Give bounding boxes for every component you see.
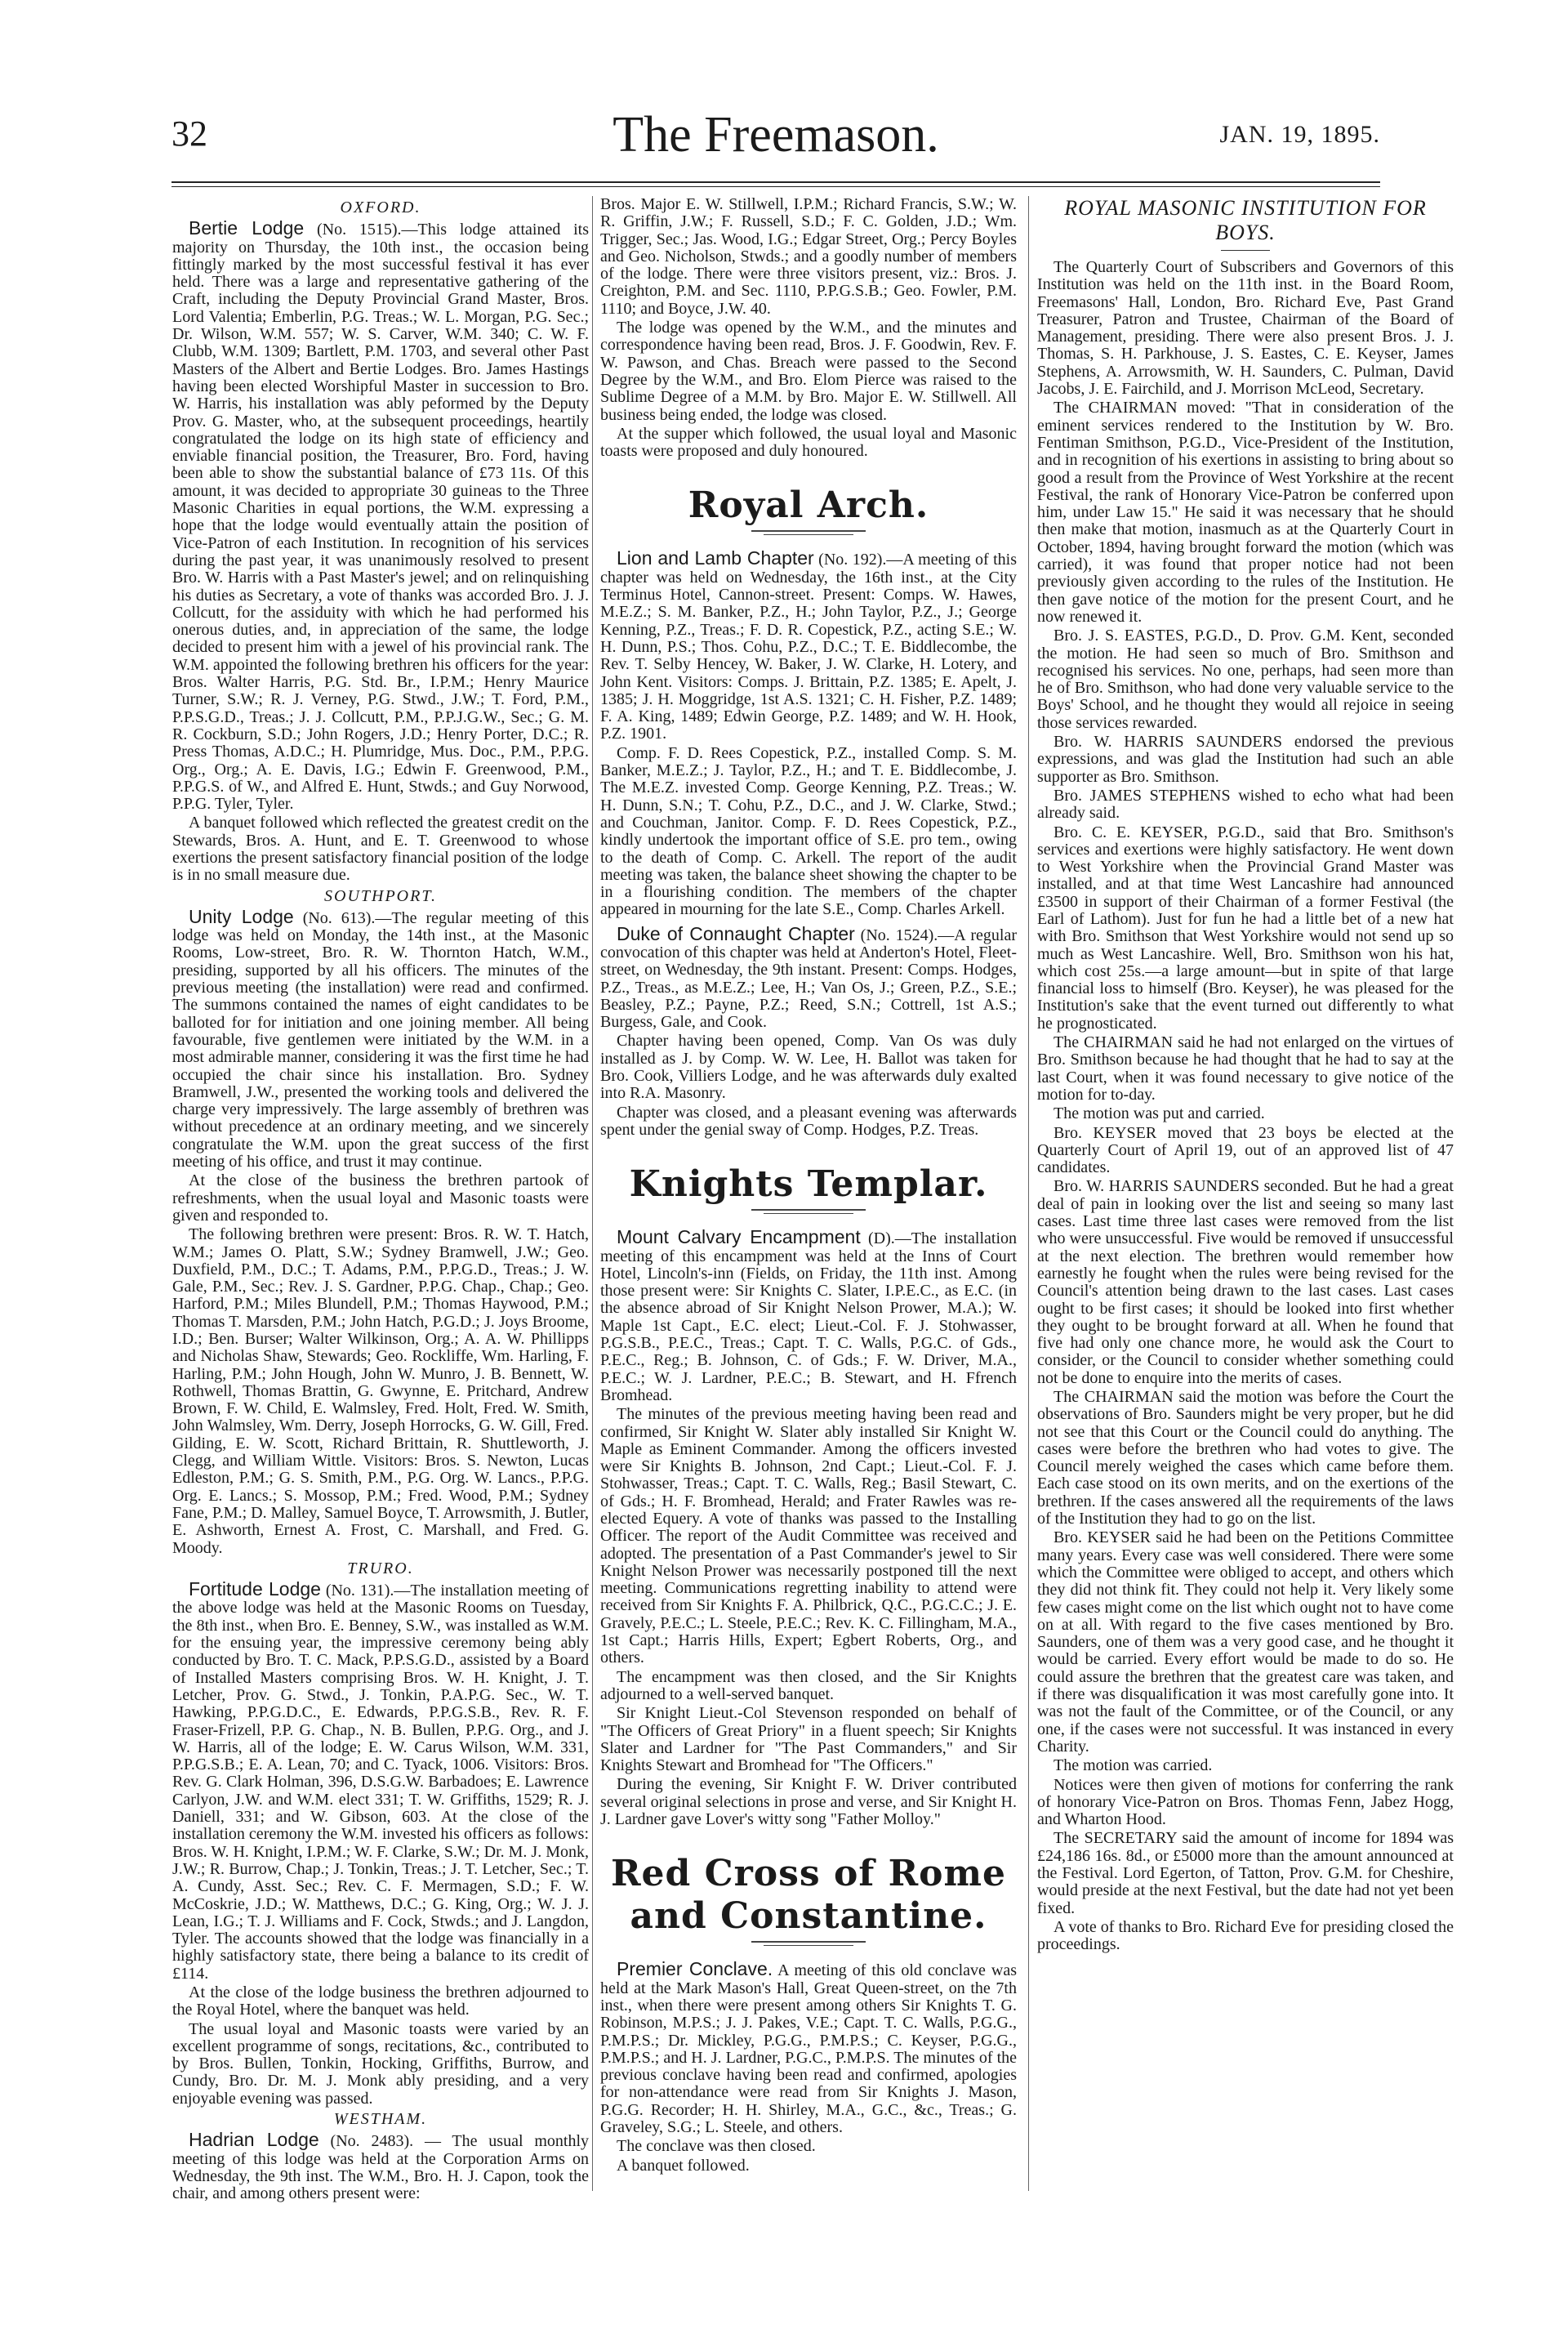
- article-bertie: [172, 217, 590, 814]
- section-title: Royal Arch.: [688, 484, 929, 527]
- column-3: [1037, 196, 1454, 1956]
- section-knights-templar: [600, 1163, 1017, 1214]
- section-royal-arch: [600, 484, 1017, 535]
- paragraph: The CHAIRMAN moved: "That in consideration of the eminent services rendered to the Institution by W. Bro. Fentiman Smithson, P.G.D., Vice-President of the Institution, and in recognition of his exertions in assisting to bring about so good a result from the Province of West Yorkshire at the recent Festival, the rank of Honorary Vice-Patron be conferred upon him, under Law 15." He said it was necessary that he should then make that motion, inasmuch as at the Quarterly Court in October, 1894, having brought forward the motion (which was carried), it was found that proper notice had not been previously given according to the rules of the Institution. He then gave notice of the motion for the present Court, and he now renewed it.: [1037, 399, 1454, 626]
- paragraph: Bro. J. S. EASTES, P.G.D., D. Prov. G.M. Kent, seconded the motion. He had seen so much of Bro. Smithson and recognised his services. No one, perhaps, had seen more than he of Bro. Smithson, who had done very valuable service to the Boys' School, and he thought they would all rejoice in seeing those services rewarded.: [1037, 627, 1454, 732]
- column-2: [600, 196, 1017, 2176]
- article-lion-lamb: [600, 547, 1018, 743]
- paragraph: The lodge was opened by the W.M., and the minutes and correspondence having been read, Bros. J. F. Goodwin, Rev. F. W. Pawson, and Chas. Breach were passed to the Second Degree by the W.M., and Bro. Elom Pierce was raised to the Sublime Degree of a M.M. by Bro. Major E. W. Stillwell. All business being ended, the lodge was closed.: [600, 319, 1017, 424]
- section-rmib: ROYAL MASONIC INSTITUTION FOR BOYS.: [1064, 196, 1427, 244]
- paragraph: At the supper which followed, the usual loyal and Masonic toasts were proposed and duly honoured.: [600, 424, 1017, 461]
- paragraph: Notices were then given of motions for conferring the rank of honorary Vice-Patron on Bros. Thomas Fenn, Jabez Hogg, and Wharton Hood.: [1037, 1775, 1454, 1829]
- column-divider: [1028, 196, 1029, 2191]
- article-mount-calvary: [600, 1226, 1018, 1404]
- article-text: (D).—The installation meeting of this encampment was held at the Inns of Court Hotel, Lincoln's-inn (Fields, on Friday, the 11th inst. Among those present were: Sir Knights C. Slater, I.P.E.C., as E.C. (in the absence abroad of Sir Knight Nelson Prower, M.A.); W. Maple 1st Capt., E.C. elect; Lieut.-Col. F. J. Stohwasser, P.G.S.B., P.E.C., Treas.; Capt. T. C. Walls, P.G.C. of Gds., P.E.C., Reg.; B. Johnson, C. of Gds.; F. W. Driver, M.A., P.E.C.; W. J. Lardner, P.E.C.; B. Stewart, and H. Ffrench Bromhead.: [600, 1229, 1018, 1404]
- paragraph: Bro. C. E. KEYSER, P.G.D., said that Bro. Smithson's services and exertions were highly satisfactory. He went down to West Yorkshire when the Provincial Grand Master was installed, and at that time West Lancashire had announced £3500 in support of their Chairman of a former Festival (the Earl of Lathom). Just for fun he had a little bet of a new hat with Bro. Smithson that West Yorkshire would not send up so much as West Lancashire. Well, Bro. Smithson won his hat, which cost 25s.—a large amount—but in spite of that large financial loss to himself (Bro. Keyser), he was pleased for the Institution's sake that the event turned out differently to what he prognosticated.: [1037, 823, 1454, 1033]
- paragraph: Chapter having been opened, Comp. Van Os was duly installed as J. by Comp. W. W. Lee, H. Ballot was taken for Bro. Cook, Villiers Lodge, and he was afterwards duly exalted into R.A. Masonry.: [600, 1032, 1017, 1103]
- paragraph: During the evening, Sir Knight F. W. Driver contributed several original selections in prose and verse, and Sir Knight H. J. Lardner gave Lover's witty song "Father Molloy.": [600, 1775, 1017, 1829]
- paragraph: The usual loyal and Masonic toasts were varied by an excellent programme of songs, recitations, &c., contributed to by Bros. Bullen, Tonkin, Hocking, Griffiths, Burrow, and Cundy, Bro. Dr. M. J. Monk ably presiding, and a very enjoyable evening was passed.: [172, 2019, 589, 2108]
- paragraph: Sir Knight Lieut.-Col Stevenson responded on behalf of "The Officers of Great Priory" in a fluent speech; Sir Knights Slater and Lardner for "The Past Commanders," and Sir Knights Stewart and Bromhead for "The Officers.": [600, 1704, 1017, 1775]
- section-southport: SOUTHPORT.: [324, 886, 437, 905]
- paragraph: Bro. KEYSER moved that 23 boys be elected at the Quarterly Court of April 19, out of an approved list of 47 candidates.: [1037, 1123, 1454, 1177]
- paragraph: A banquet followed.: [617, 2156, 750, 2175]
- short-rule: [1221, 250, 1270, 251]
- issue-date: JAN. 19, 1895.: [1219, 121, 1380, 148]
- lodge-name: Bertie Lodge: [189, 217, 305, 239]
- paragraph: The motion was put and carried.: [1054, 1104, 1265, 1123]
- paragraph: Comp. F. D. Rees Copestick, P.Z., installed Comp. S. M. Banker, M.E.Z.; J. Taylor, P.Z., H.; and T. E. Biddlecombe, J. The M.E.Z. invested Comp. George Kenning, P.Z. Treas.; W. H. Dunn, S.N.; T. Cohu, P.Z., D.C., and J. W. Clarke, Stwd.; and Couchman, Janitor. Comp. F. D. Rees Copestick, P.Z., kindly undertook the important office of S.E. pro tem., owing to the death of Comp. C. Arkell. The report of the audit meeting was taken, the balance sheet showing the chapter to be in a flourishing condition. The members of the chapter appeared in mourning for the late S.E., Comp. Charles Arkell.: [600, 743, 1017, 919]
- article-text: (No. 131).—The installation meeting of the above lodge was held at the Masonic Rooms on Tuesday, the 8th inst., when Bro. E. Benney, S.W., was installed as W.M. for the ensuing year, the impressive ceremony being ably conducted by Bro. T. C. Mack, P.P.S.G.D., assisted by a Board of Installed Masters comprising Bros. W. H. Knight, J. T. Letcher, Prov. G. Stwd., J. Tonkin, P.A.P.G. Sec., W. T. Hawking, P.P.G.D.C., E. Edwards, P.P.G.S.B., Rev. R. F. Fraser-Frizell, P.P. G. Chap., N. B. Bullen, P.P.G. Org., and J. W. Harris, all of the lodge; E. W. Carus Wilson, W.M. 331, P.P.G.S.B.; E. A. Lean, 70; and C. Tyack, 1006. Visitors: Bros. Rev. G. Clark Holman, 396, D.S.G.W. Barbadoes; E. Lawrence Carlyon, J.W. and W.M. elect 331; T. W. Griffiths, 1529; R. J. Daniell, 331; and W. Gibson, 603. At the close of the installation ceremony the W.M. invested his officers as follows: Bros. W. H. Knight, I.P.M.; W. F. Clarke, S.W.; Dr. M. J. Monk, J.W.; R. Burrow, Chap.; J. Tonkin, Treas.; J. T. Letcher, Sec.; T. A. Cundy, Asst. Sec.; Rev. C. F. Mermagen, S.D.; F. W. McCoskrie, J.D.; W. Matthews, D.C.; G. King, Org.; W. J. J. Lean, I.G.; T. J. Williams and F. Cock, Stwds.; and J. Langdon, Tyler. The accounts showed that the lodge was financially in a highly satisfactory state, there being a balance to its credit of £114.: [172, 1582, 589, 1983]
- lodge-name: Fortitude Lodge: [189, 1578, 321, 1600]
- column-1: [172, 196, 589, 2205]
- masthead: [172, 106, 1380, 180]
- article-text: (No. 1515).—This lodge attained its majority on Thursday, the 10th inst., the occasion being fittingly marked by the most successful festival it has ever held. There was a large and representative gathering of the Craft, including the Deputy Provincial Grand Master, Bros. Lord Valentia; Emberlin, P.G. Treas.; W. L. Morgan, P.G. Sec.; Dr. Wilson, W.M. 557; W. S. Carver, W.M. 340; C. W. F. Clubb, W.M. 1309; Bartlett, P.M. 1703, and several other Past Masters of the Albert and Bertie Lodges. Bro. James Hastings having been elected Worshipful Master in succession to Bro. W. Harris, his installation was ably peformed by the Deputy Prov. G. Master, who, at the subsequent proceedings, heartily congratulated the lodge on its high state of efficiency and enviable financial position, the Treasurer, Bro. Ford, having been able to show the substantial balance of £73 11s. Of this amount, it was decided to appropriate 30 guineas to the Three Masonic Charities in equal portions, the W.M. expressing a hope that the lodge would eventually attain the position of Vice-Patron of each Institution. In recognition of his services during the past year, it was unanimously resolved to present Bro. W. Harris with a Past Master's jewel; and on relinquishing his duties as Secretary, a vote of thanks was accorded Bro. J. J. Collcutt, for the assiduity with which he had performed his onerous duties, and, in appreciation of the same, the lodge decided to present him with a jewel of his provincial rank. The W.M. appointed the following brethren his officers for the year: Bros. Walter Harris, P.G. Std. Br., I.P.M.; Henry Maurice Turner, S.W.; R. J. Verney, P.G. Stwd., J.W.; T. Ford, P.M., P.P.S.G.D., Treas.; J. J. Collcutt, P.M., P.P.J.G.W., Sec.; G. M. R. Cockburn, S.D.; John Rogers, J.D.; Henry Porter, D.C.; R. Press Thomas, A.D.C.; H. Plumridge, Mus. Doc., P.M., P.P.G. Org., Org.; A. E. Davis, I.G.; Edwin F. Greenwood, P.M., P.P.G.S. of W., and Alfred E. Hunt, Stwds.; and Guy Norwood, P.P.G. Tyler, Tyler.: [172, 221, 590, 814]
- section-red-cross: [600, 1853, 1017, 1946]
- paragraph: Bros. Major E. W. Stillwell, I.P.M.; Richard Francis, S.W.; W. R. Griffin, J.W.; F. Russell, S.D.; F. C. Golden, J.D.; Wm. Trigger, Sec.; Jas. Wood, I.G.; Edgar Street, Org.; Percy Boyles and Geo. Nicholson, Stwds.; and a goodly number of members of the lodge. There were three visitors present, viz.: Bros. J. Creighton, P.M. and Sec. 1110, P.P.G.S.B.; Geo. Fowler, P.M. 1110; and Boyce, J.W. 40.: [600, 195, 1017, 318]
- paragraph: The conclave was then closed.: [617, 2137, 816, 2156]
- paragraph: Bro. W. HARRIS SAUNDERS endorsed the previous expressions, and was glad the Institution had such an able supporter as Bro. Smithson.: [1037, 733, 1454, 786]
- encampment-name: Mount Calvary Encampment: [617, 1226, 861, 1248]
- paragraph: A vote of thanks to Bro. Richard Eve for presiding closed the proceedings.: [1037, 1917, 1454, 1954]
- article-hadrian: [172, 2131, 589, 2202]
- section-title: Knights Templar.: [629, 1163, 988, 1206]
- paragraph: The CHAIRMAN said he had not enlarged on the virtues of Bro. Smithson because he had thought that he had to say at the last Court, when it was found necessary to give notice of the motion for to-day.: [1037, 1033, 1454, 1104]
- paragraph: Chapter was closed, and a pleasant evening was afterwards spent under the genial sway of Comp. Hodges, P.Z. Treas.: [600, 1103, 1017, 1139]
- article-text: (No. 1524).—A regular convocation of this chapter was held at Anderton's Hotel, Fleet-street, on Wednesday, the 9th instant. Present: Comps. Hodges, P.Z., Treas., as M.E.Z.; Lee, H.; Van Os, J.; Green, P.Z., S.E.; Beasley, P.Z.; Payne, P.Z.; Reed, S.N.; Cottrell, 1st A.S.; Burgess, Gale, and Cook.: [600, 926, 1018, 1032]
- conclave-name: Premier Conclave.: [617, 1958, 773, 1980]
- lodge-name: Unity Lodge: [189, 905, 294, 927]
- paragraph: Bro. JAMES STEPHENS wished to echo what had been already said.: [1037, 786, 1454, 823]
- column-divider: [592, 196, 593, 2191]
- article-premier-conclave: [600, 1958, 1018, 2137]
- article-text: (No. 192).—A meeting of this chapter was held on Wednesday, the 16th inst., at the City Terminus Hotel, Cannon-street. Present: Comps. W. Hawes, M.E.Z.; S. M. Banker, P.Z., H.; John Taylor, P.Z., J.; George Kenning, P.Z., Treas.; F. D. R. Copestick, P.Z., acting S.E.; W. H. Dunn, P.S.; Thos. Cohu, P.Z., D.C.; T. E. Biddlecombe, the Rev. T. Selby Hencey, W. Baker, J. W. Clarke, H. Lotery, and John Kent. Visitors: Comps. J. Brittain, P.Z. 1385; E. Apelt, J. 1385; J. H. Moggridge, 1st A.S. 1321; C. H. Fisher, P.Z. 1489; F. A. King, 1489; Edwin George, P.Z. 1489; and W. H. Hook, P.Z. 1901.: [600, 551, 1018, 743]
- paragraph: A banquet followed which reflected the greatest credit on the Stewards, Bros. A. Hunt, and E. T. Greenwood to whose exertions the present satisfactory financial position of the lodge is in no small measure due.: [172, 814, 589, 885]
- paragraph: At the close of the business the brethren partook of refreshments, when the usual loyal and Masonic toasts were given and responded to.: [172, 1171, 589, 1225]
- section-truro: TRURO.: [347, 1559, 414, 1577]
- page-number: 32: [172, 114, 207, 154]
- paragraph: The SECRETARY said the amount of income for 1894 was £24,186 16s. 8d., or £5000 more than the amount announced at the Festival. Lord Egerton, of Tatton, Prov. G.M. for Cheshire, would preside at the next Festival, but the date had not yet been fixed.: [1037, 1829, 1454, 1917]
- paragraph: The encampment was then closed, and the Sir Knights adjourned to a well-served banquet.: [600, 1667, 1017, 1703]
- paragraph: Bro. KEYSER said he had been on the Petitions Committee many years. Every case was well considered. There were some which the Committee were obliged to accept, and others which they did not think fit. They could not help it. Very likely some few cases might come on the list which ought not to have come on at all. With regard to the five cases mentioned by Bro. Saunders, one of them was a very good case, and he thought it would be carried. Every effort would be made to do so. He could assure the brethren that the greatest care was taken, and if there was disqualification it was most carefully gone into. It was not the fault of the Committee, or of the Council, or any one, if the cases were not successful. It was instanced in every Charity.: [1037, 1528, 1454, 1756]
- section-westham: WESTHAM.: [333, 2110, 428, 2129]
- article-fortitude: [172, 1578, 589, 1983]
- paragraph: The Quarterly Court of Subscribers and Governors of this Institution was held on the 11th inst. in the Board Room, Freemasons' Hall, London, Bro. Richard Eve, Past Grand Treasurer, Patron and Trustee, Chairman of the Board of Management, presiding. There were also present Bros. J. J. Thomas, S. H. Parkhouse, J. S. Eastes, C. E. Keyser, James Stephens, A. Arrowsmith, W. H. Saunders, C. Pulman, David Jacobs, J. E. Fairchild, and J. Morrison McLeod, Secretary.: [1037, 258, 1454, 399]
- lodge-name: Hadrian Lodge: [189, 2129, 319, 2151]
- header-rule: [172, 181, 1380, 183]
- article-text: A meeting of this old conclave was held at the Mark Mason's Hall, Great Queen-street, on the 7th inst., when there were present among others Sir Knights T. G. Robinson, M.P.S.; J. J. Pakes, V.E.; Capt. T. C. Walls, P.G.G., P.M.P.S.; Dr. Mickley, P.G.G., P.M.P.S.; C. Keyser, P.G.G., P.M.P.S.; and H. J. Lardner, P.G.C., P.M.P.S. The minutes of the previous conclave having been read and confirmed, apologies for non-attendance were read from Sir Knights J. Mason, P.G.G. Recorder; H. H. Shirley, M.A., G.C., &c., Treas.; G. Graveley, S.G.; L. Steele, and others.: [600, 1961, 1018, 2137]
- article-text: (No. 613).—The regular meeting of this lodge was held on Monday, the 14th inst., at the Masonic Rooms, Low-street, Bro. R. W. Thornton Hatch, W.M., presiding, supported by all his officers. The minutes of the previous meeting (the installation) were read and confirmed. The summons contained the names of eight candidates to be balloted for for initiation and one joining member. All being favourable, five gentlemen were initiated by the W.M. in a most admirable manner, considering it was the first time he had occupied the chair since his installation. Bro. Sydney Bramwell, J.W., presented the working tools and delivered the charge very impressively. The large assembly of brethren was without precedence at an ordinary meeting, and we sincerely congratulate the W.M. upon the great success of the first meeting of his office, and trust it may continue.: [172, 908, 589, 1171]
- chapter-name: Duke of Connaught Chapter: [617, 922, 855, 944]
- paragraph: The motion was carried.: [1054, 1756, 1213, 1775]
- newspaper-title: The Freemason.: [612, 107, 939, 163]
- article-unity: [172, 905, 589, 1171]
- header-rule-thin: [172, 186, 1380, 187]
- article-text: (No. 2483). — The usual monthly meeting of this lodge was held at the Corporation Arms on Wednesday, the 9th inst. The W.M., Bro. H. J. Capon, took the chair, and among others present were:: [172, 2132, 590, 2203]
- paragraph: The following brethren were present: Bros. R. W. T. Hatch, W.M.; James O. Platt, S.W.; Sydney Bramwell, J.W.; Geo. Duxfield, P.M., D.C.; T. Adams, P.M., P.P.G.D., Treas.; J. W. Gale, P.M., Sec.; Rev. J. S. Gardner, P.P.G. Chap., Chap.; Geo. Harford, P.M.; Miles Blundell, P.M.; Thomas Haywood, P.M.; Thomas T. Marsden, P.M.; John Hatch, P.G.D.; J. Joys Broome, I.D.; Ben. Burser; Walter Wilkinson, Org.; A. A. W. Phillipps and Nicholas Shaw, Stewards; Geo. Rockliffe, Wm. Harling, F. Harling, P.M.; John Hough, John W. Munro, J. B. Bennett, W. Rothwell, Thomas Brattin, G. Gwynne, E. Pritchard, Andrew Brown, F. W. Child, E. Walmsley, Fred. Holt, Fred. W. Smith, John Walmsley, Wm. Derry, Joseph Horrocks, G. W. Gill, Fred. Gilding, E. W. Scott, Richard Brittain, R. Shuttleworth, J. Clegg, and William Wittle. Visitors: Bros. S. Newton, Lucas Edleston, P.M.; G. S. Smith, P.M., P.G. Org. W. Lancs., P.P.G. Org. E. Lancs.; S. Mossop, P.M.; Fred. Wood, P.M.; Sydney Fane, P.M.; D. Malley, Samuel Boyce, T. Arrowsmith, J. Butler, E. Ashworth, Ernest A. Frost, C. Marshall, and Fred. G. Moody.: [172, 1225, 589, 1557]
- chapter-name: Lion and Lamb Chapter: [617, 547, 814, 569]
- paragraph: Bro. W. HARRIS SAUNDERS seconded. But he had a great deal of pain in looking over the list and seeing so many last cases. Last time three last cases were removed from the list who were unsuccessful. Five would be removed if unsuccessful at the next election. The brethren would remember how earnestly he fought when the rules were being revised for the Council's attention being drawn to the last cases. Last cases ought to be first cases; it should be looked into first whether they ought to be brought forward at all. When he found that five had only one chance more, he would ask the Court to consider, or the Council to consider whether something could not be done to enquire into the merits of cases.: [1037, 1177, 1454, 1387]
- paragraph: At the close of the lodge business the brethren adjourned to the Royal Hotel, where the banquet was held.: [172, 1983, 589, 2019]
- section-title: Red Cross of Rome and Constantine.: [610, 1853, 1007, 1938]
- paragraph: The CHAIRMAN said the motion was before the Court the observations of Bro. Saunders might be very proper, but he did not see that this Court or the Council could do anything. The cases were before the brethren who had votes to give. The Council merely weighed the cases which came before them. Each case stood on its own merits, and on the exertions of the brethren. If the cases answered all the requirements of the laws of the Institution they had to go on the list.: [1037, 1388, 1454, 1528]
- paragraph: The minutes of the previous meeting having been read and confirmed, Sir Knight W. Slater ably installed Sir Knight W. Maple as Eminent Commander. Among the officers invested were Sir Knights B. Johnson, 2nd Capt.; Lieut.-Col. F. J. Stohwasser, Treas.; Capt. T. C. Walls, Reg.; Basil Stewart, C. of Gds.; H. F. Bromhead, Herald; and Frater Rawles was re-elected Equery. A vote of thanks was passed to the Installing Officer. The report of the Audit Committee was received and adopted. The presentation of a Past Commander's jewel to Sir Knight Nelson Prower was necessarily postponed till the next meeting. Communications regretting inability to attend were received from Sir Knights F. A. Philbrick, Q.C., P.G.C.C.; J. E. Gravely, P.E.C.; L. Steele, P.E.C.; Rev. K. C. Fillingham, M.A., 1st Capt.; Harris Hills, Expert; Egbert Roberts, Org., and others.: [600, 1405, 1017, 1667]
- section-oxford: OXFORD.: [340, 199, 421, 216]
- article-connaught: [600, 922, 1018, 1032]
